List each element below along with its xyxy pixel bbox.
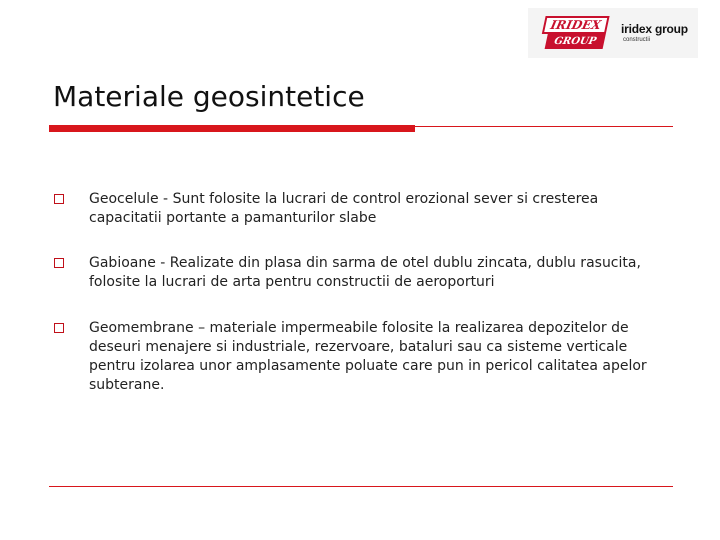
bullet-separator: - bbox=[158, 191, 173, 207]
logo-badge bbox=[538, 16, 609, 50]
bullet-description: Sunt folosite la lucrari de control erozional sever si cresterea capacitatii portante a pamanturilor slabe bbox=[89, 191, 599, 226]
bullet-description: materiale impermeabile folosite la realizarea depozitelor de deseuri menajere si industriale, rezervoare, bataluri sau ca sisteme verticale pentru izolarea unor amplasamente poluate care pun in pericol calitatea apelor subterane. bbox=[89, 320, 647, 393]
square-bullet-icon bbox=[54, 323, 64, 333]
bullet-term: Geomembrane bbox=[89, 320, 194, 336]
slide-title: Materiale geosintetice bbox=[53, 80, 365, 113]
bullet-description: Realizate din plasa din sarma de otel dublu zincata, dublu rasucita, folosite la lucrari de arta pentru constructii de aeroporturi bbox=[89, 255, 641, 290]
bullet-text bbox=[89, 190, 674, 228]
bullet-term: Gabioane bbox=[89, 255, 156, 271]
logo-badge-bottom: GROUP bbox=[545, 34, 606, 49]
square-bullet-icon bbox=[54, 194, 64, 204]
bullet-text bbox=[89, 254, 674, 292]
company-logo bbox=[528, 8, 698, 58]
square-bullet-icon bbox=[54, 258, 64, 268]
title-underline-thin bbox=[415, 126, 673, 127]
logo-subtitle: constructii bbox=[623, 37, 651, 43]
bullet-term: Geocelule bbox=[89, 191, 159, 207]
footer-rule bbox=[49, 486, 673, 487]
logo-badge-top: IRIDEX bbox=[542, 16, 610, 34]
logo-name: iridex group bbox=[621, 22, 688, 36]
bullet-separator: - bbox=[155, 255, 170, 271]
bullet-separator: – bbox=[193, 320, 210, 336]
bullet-text bbox=[89, 319, 674, 395]
title-underline-thick bbox=[49, 125, 415, 132]
